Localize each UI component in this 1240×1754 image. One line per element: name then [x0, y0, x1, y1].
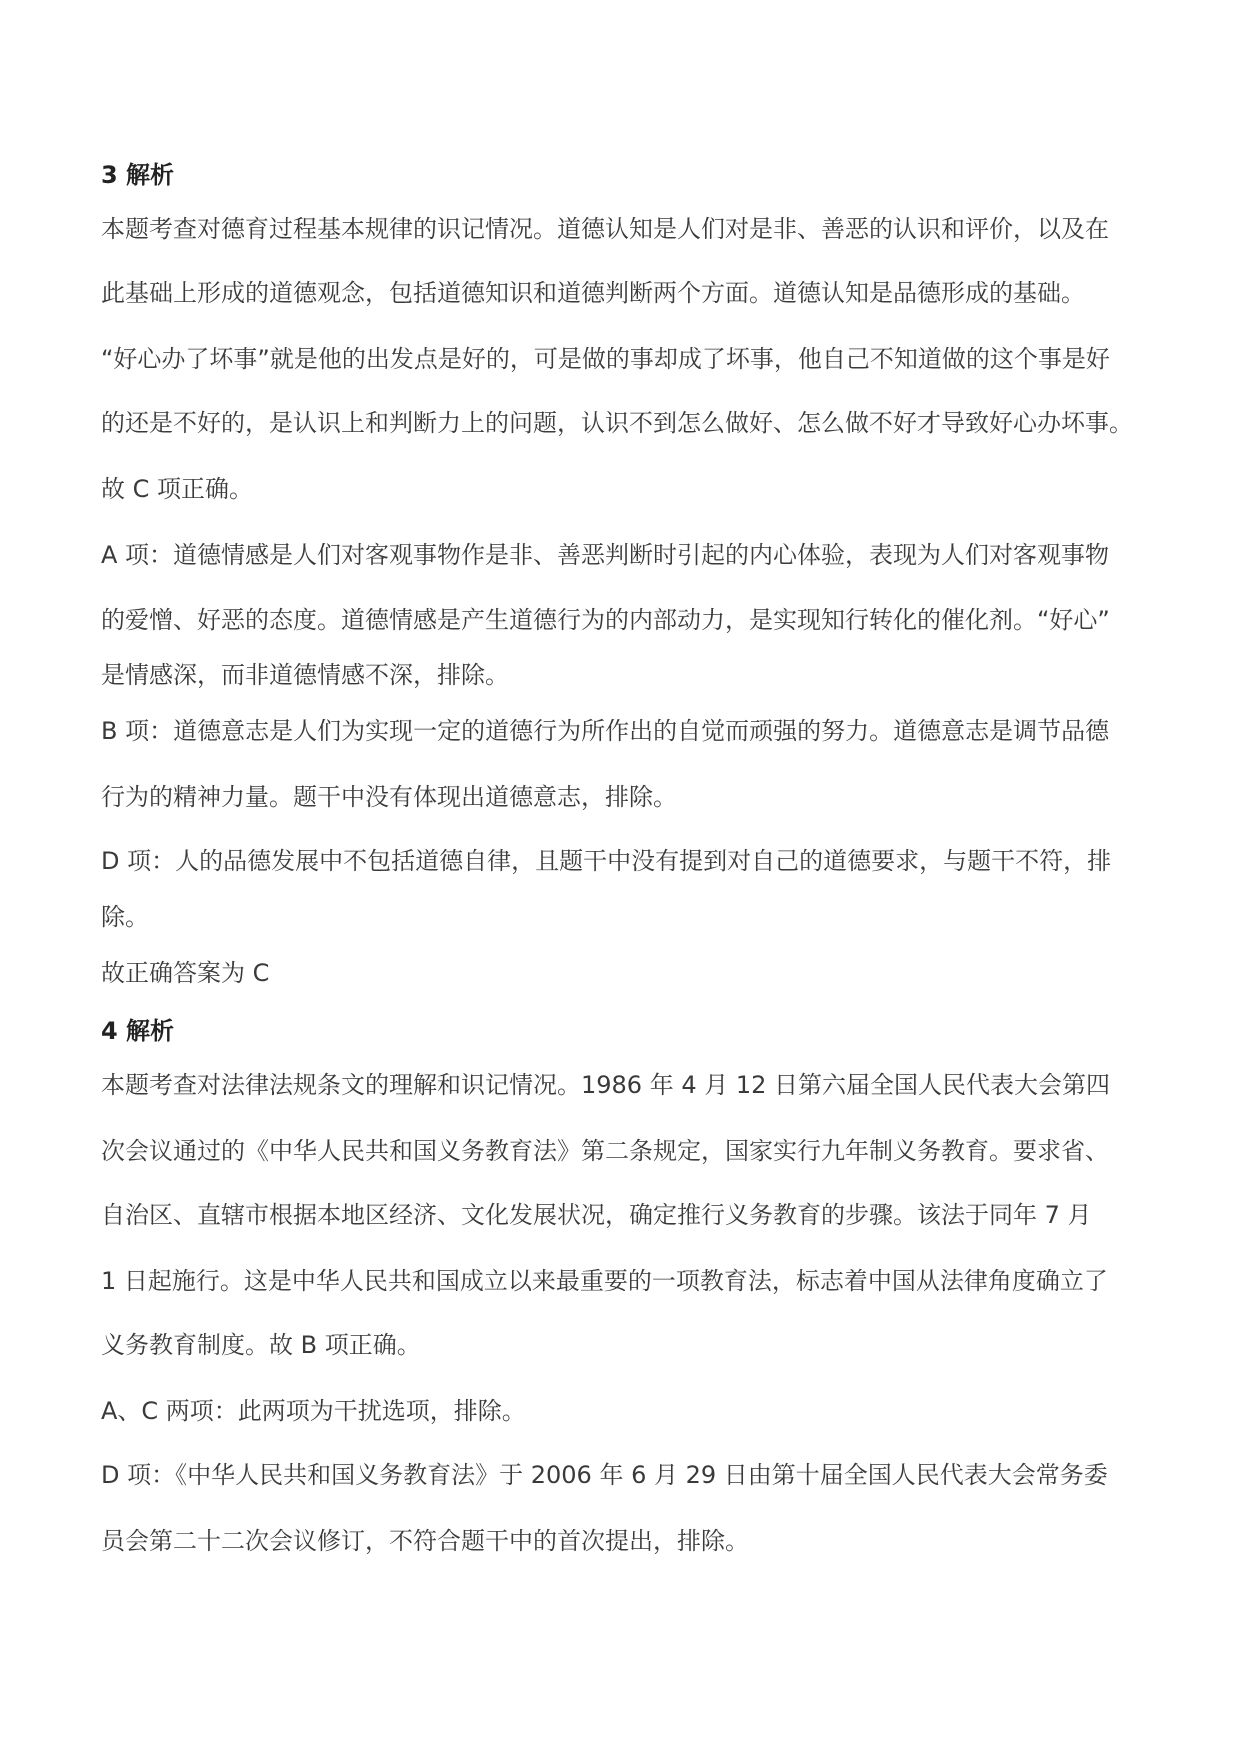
- section-3-line-13: 故正确答案为 C: [101, 959, 270, 987]
- section-4-line-6: A、C 两项：此两项为干扰选项，排除。: [101, 1397, 526, 1425]
- section-4-line-3: 自治区、直辖市根据本地区经济、文化发展状况，确定推行义务教育的步骤。该法于同年 7 月: [101, 1201, 1092, 1229]
- section-3-line-7: 的爱憎、好恶的态度。道德情感是产生道德行为的内部动力，是实现知行转化的催化剂。“好心”: [101, 606, 1110, 634]
- section-4-line-8: 员会第二十二次会议修订，不符合题干中的首次提出，排除。: [101, 1527, 749, 1555]
- section-3-line-5: 故 C 项正确。: [101, 475, 254, 503]
- section-3-line-9: B 项：道德意志是人们为实现一定的道德行为所作出的自觉而顽强的努力。道德意志是调节品德: [101, 717, 1110, 745]
- section-3-line-1: 本题考查对德育过程基本规律的识记情况。道德认知是人们对是非、善恶的认识和评价，以及在: [101, 215, 1109, 243]
- section-3-line-12: 除。: [101, 903, 149, 931]
- section-4-line-5: 义务教育制度。故 B 项正确。: [101, 1331, 421, 1359]
- section-3-line-10: 行为的精神力量。题干中没有体现出道德意志，排除。: [101, 783, 677, 811]
- section-4-heading: 4 解析: [101, 1017, 175, 1045]
- section-4-line-7: D 项：《中华人民共和国义务教育法》于 2006 年 6 月 29 日由第十届全国人民代表大会常务委: [101, 1461, 1108, 1489]
- section-3-line-4: 的还是不好的，是认识上和判断力上的问题，认识不到怎么做好、怎么做不好才导致好心办坏事。: [101, 409, 1133, 437]
- section-3-line-2: 此基础上形成的道德观念，包括道德知识和道德判断两个方面。道德认知是品德形成的基础。: [101, 279, 1085, 307]
- section-4-line-4: 1 日起施行。这是中华人民共和国成立以来最重要的一项教育法，标志着中国从法律角度确立了: [101, 1267, 1108, 1295]
- section-4-line-1: 本题考查对法律法规条文的理解和识记情况。1986 年 4 月 12 日第六届全国人民代表大会第四: [101, 1071, 1111, 1099]
- section-3-heading: 3 解析: [101, 161, 175, 189]
- section-3-line-11: D 项：人的品德发展中不包括道德自律，且题干中没有提到对自己的道德要求，与题干不符，排: [101, 847, 1112, 875]
- section-4-line-2: 次会议通过的《中华人民共和国义务教育法》第二条规定，国家实行九年制义务教育。要求省、: [101, 1137, 1109, 1165]
- section-3-line-8: 是情感深，而非道德情感不深，排除。: [101, 661, 509, 689]
- section-3-line-3: “好心办了坏事”就是他的出发点是好的，可是做的事却成了坏事，他自己不知道做的这个事是好: [101, 345, 1110, 373]
- section-3-line-6: A 项：道德情感是人们对客观事物作是非、善恶判断时引起的内心体验，表现为人们对客观事物: [101, 541, 1110, 569]
